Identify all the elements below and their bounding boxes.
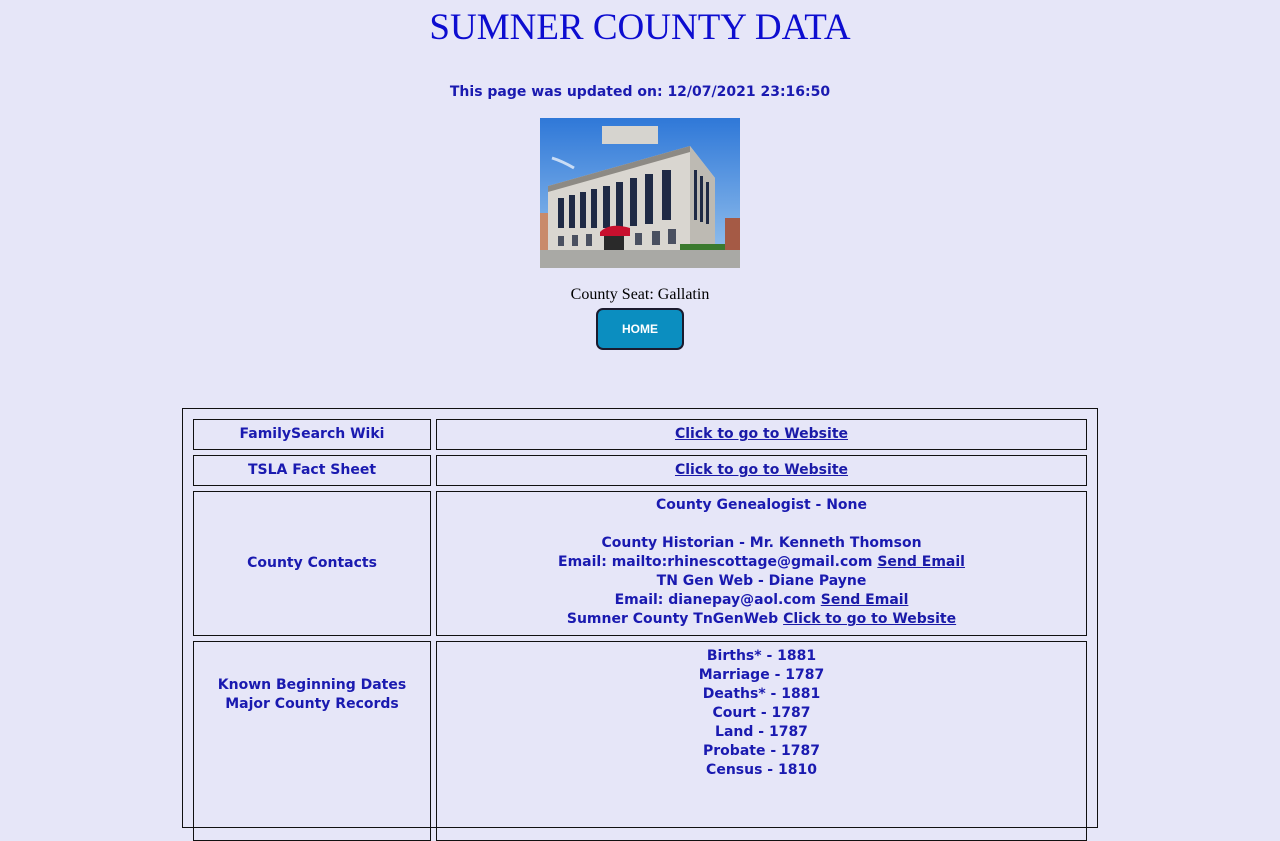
historian-send-email-link[interactable]: Send Email [877,554,965,570]
sumner-tngenweb-website-link[interactable]: Click to go to Website [783,611,957,627]
row-contacts-label [193,491,431,636]
row-familysearch-link-cell [436,419,1087,450]
familysearch-website-link[interactable]: Click to go to Website [674,426,849,442]
tngenweb-email-line [437,591,1086,610]
record-deaths: Deaths* - 1881 [702,686,821,702]
record-census: Census - 1810 [706,762,817,778]
records-label-line2: Major County Records [225,696,399,712]
tngenweb-email-text: Email: dianepay@aol.com [614,592,816,608]
row-records-label [193,641,431,841]
records-label-line1: Known Beginning Dates [217,677,407,693]
page-title: SUMNER COUNTY DATA [429,7,851,48]
county-historian-text: County Historian - Mr. Kenneth Thomson [601,535,922,551]
county-contacts-label: County Contacts [247,555,377,571]
record-land: Land - 1787 [715,724,808,740]
tngenweb-send-email-link[interactable]: Send Email [820,592,909,608]
spacer [437,515,1086,534]
historian-email-text: Email: mailto:rhinescottage@gmail.com [558,554,873,570]
tsla-website-link[interactable]: Click to go to Website [674,462,849,478]
record-probate: Probate - 1787 [703,743,820,759]
county-genealogist-text: County Genealogist - None [655,497,868,513]
row-records-dates [436,641,1087,841]
sumner-tngenweb-line [437,610,1086,629]
county-data-table [182,408,1098,828]
row-tsla-label [193,455,431,486]
sumner-tngenweb-text: Sumner County TnGenWeb [566,611,779,627]
row-tsla-link-cell [436,455,1087,486]
historian-email-line [437,553,1086,572]
last-updated-text: This page was updated on: 12/07/2021 23:16:50 [449,84,831,100]
record-court: Court - 1787 [712,705,811,721]
tsla-label: TSLA Fact Sheet [247,462,377,478]
familysearch-label: FamilySearch Wiki [239,426,385,442]
home-button[interactable]: HOME [596,308,684,350]
record-marriage: Marriage - 1787 [698,667,825,683]
row-contacts-details [436,491,1087,636]
county-seat-text: County Seat: Gallatin [570,286,710,303]
record-births: Births* - 1881 [706,648,817,664]
tngenweb-contact-text: TN Gen Web - Diane Payne [656,573,867,589]
row-familysearch-label [193,419,431,450]
courthouse-photo [540,118,740,268]
